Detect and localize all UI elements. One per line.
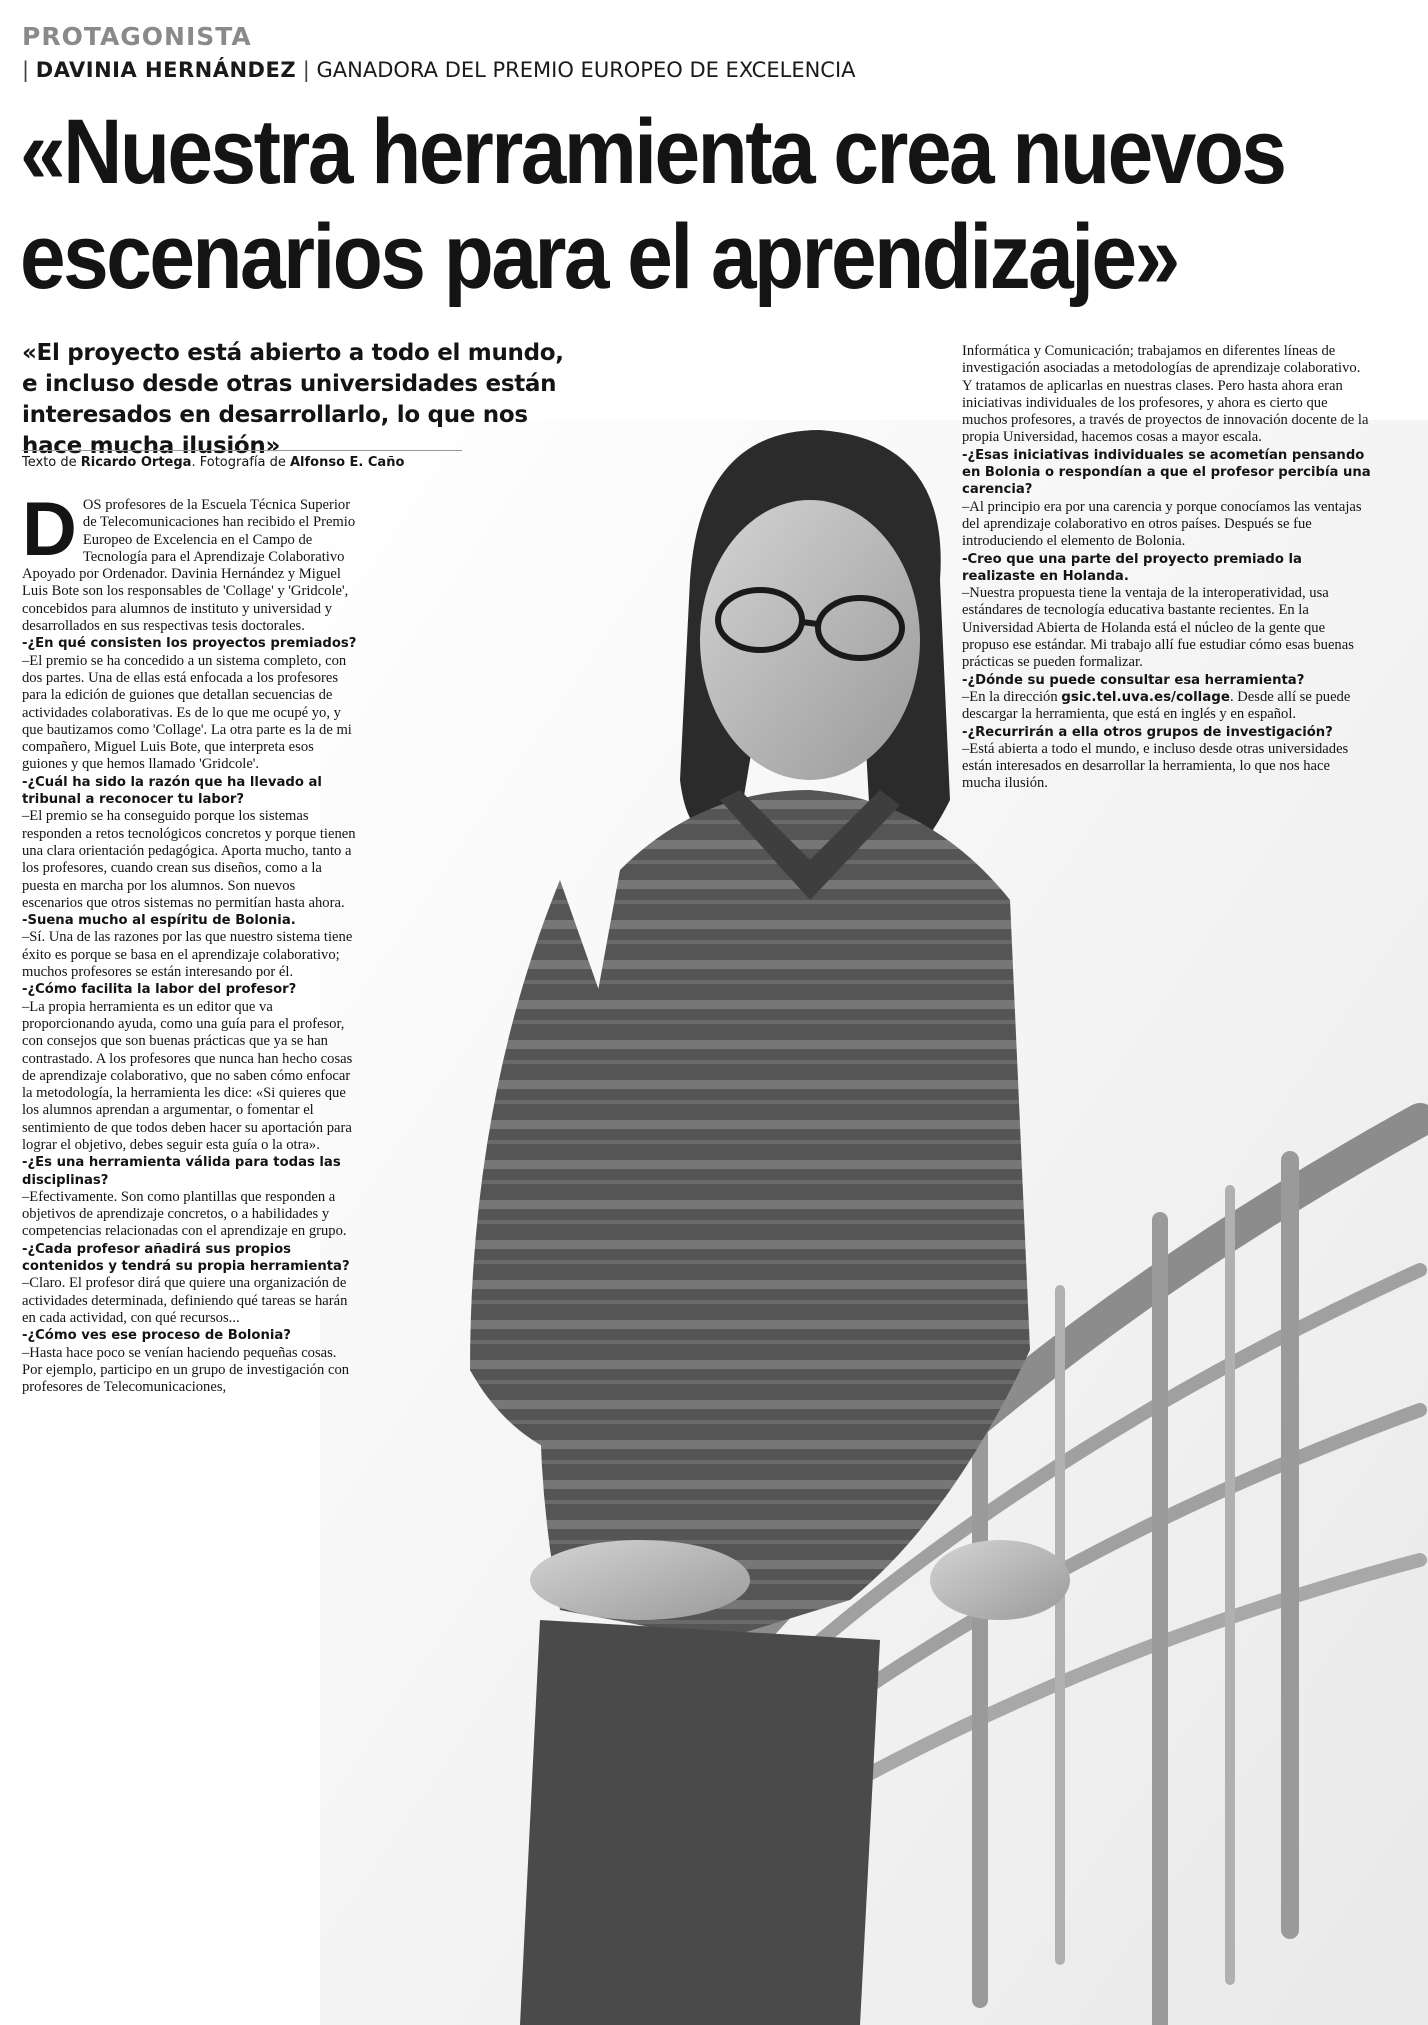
intro-text: OS profesores de la Escuela Técnica Superior de Telecomunicaciones han recibido el Premio Europeo de Excelencia en el Campo de Tecnología para el Aprendizaje Colaborativo Apoyado por Ordenador. Davinia Hernández y Miguel Luis Bote son los responsables de 'Collage' y 'Gridcole', concebidos para alumnos de instituto y universidad y desarrollados en sus respectivas tesis doctorales. <box>22 497 356 635</box>
interview-answer: –Hasta hace poco se venían haciendo pequeñas cosas. Por ejemplo, participo en un grupo de investigación con profesores de Telecomunicaciones, <box>22 1344 350 1396</box>
interview-answer: –El premio se ha concedido a un sistema completo, con dos partes. Una de ellas está enfocada a los profesores para la edición de guiones que detallan secuencias de actividades colaborativas. Es de lo que me ocupé yo, y que bautizamos como 'Collage'. La otra parte es la de mi compañero, Miguel Luis Bote, que interpreta esos guiones y que hemos llamado 'Gridcole'. <box>22 652 352 773</box>
article-intro <box>22 487 357 635</box>
credits-text-prefix: Texto de <box>22 455 81 470</box>
headline-line-1: «Nuestra herramienta crea nuevos <box>20 101 1285 204</box>
interview-answer: –Efectivamente. Son como plantillas que responden a objetivos de aprendizaje concretos, o a habilidades y competencias relacionadas con el aprendizaje en grupo. <box>22 1188 347 1240</box>
interview-question: -¿Es una herramienta válida para todas las disciplinas? <box>22 1155 341 1188</box>
article-column-1 <box>22 487 357 1396</box>
interviewee-byline <box>22 58 856 82</box>
jeans <box>520 1620 880 2025</box>
column-2-lead: Informática y Comunicación; trabajamos en diferentes líneas de investigación asociadas a metodologías de aprendizaje colaborativo. Y tratamos de aplicarlas en nuestras clases. Pero hasta ahora eran iniciativas individuales de los profesores, y ahora es cierto que muchos profesores, a través de proyectos de innovación docente de la propia Universidad, hacemos cosas a mayor escala. <box>962 343 1369 446</box>
credits-photo-prefix: . Fotografía de <box>191 455 290 470</box>
credits <box>22 450 462 470</box>
interview-answer: –Claro. El profesor dirá que quiere una organización de actividades determinada, definiendo qué tareas se harán en cada actividad, con qué recursos... <box>22 1275 348 1326</box>
section-tag: PROTAGONISTA <box>22 22 252 51</box>
interview-question: -Suena mucho al espíritu de Bolonia. <box>22 913 296 929</box>
interview-answer: –Está abierta a todo el mundo, e incluso desde otras universidades están interesados en desarrollar la herramienta, lo que nos hace mucha ilusión. <box>962 740 1349 792</box>
interview-answer: –Al principio era por una carencia y porque conocíamos las ventajas del aprendizaje colaborativo en otros países. Después se fue introduciendo el elemento de Bolonia. <box>962 498 1362 550</box>
interview-answer: –En la dirección gsic.tel.uva.es/collage. Desde allí se puede descargar la herramienta, que está en inglés y en español. <box>962 688 1351 723</box>
interview-question: -¿Cómo ves ese proceso de Bolonia? <box>22 1328 291 1344</box>
interview-question: -¿Recurrirán a ella otros grupos de investigación? <box>962 724 1333 740</box>
interviewee-name: DAVINIA HERNÁNDEZ <box>35 58 297 82</box>
interview-answer: –Sí. Una de las razones por las que nuestro sistema tiene éxito es porque se basa en el aprendizaje colaborativo; muchos profesores se están interesando por él. <box>22 929 353 981</box>
interview-question: -¿Cada profesor añadirá sus propios contenidos y tendrá su propia herramienta? <box>22 1241 350 1275</box>
interview-answer: –El premio se ha conseguido porque los sistemas responden a retos tecnológicos concretos y porque tienen una clara orientación pedagógica. Aporta mucho, tanto a los profesores, cuando crean sus diseños, como a la puesta en marcha por los alumnos. Son nuevos escenarios que otros sistemas no permitían hasta ahora. <box>22 808 356 911</box>
hands <box>530 1540 750 1620</box>
interview-question: -¿Cómo facilita la labor del profesor? <box>22 982 297 998</box>
interview-question: -¿Dónde su puede consultar esa herramienta? <box>962 672 1305 688</box>
dropcap: D <box>22 487 77 572</box>
qa-list <box>22 635 357 1396</box>
interview-question: -Creo que una parte del proyecto premiado la realizaste en Holanda. <box>962 551 1302 584</box>
pipe-separator: | <box>302 58 310 82</box>
author: Ricardo Ortega <box>80 455 192 470</box>
interview-question: -¿Cuál ha sido la razón que ha llevado al tribunal a reconocer tu labor? <box>22 774 322 808</box>
pipe-separator: | <box>22 58 30 82</box>
photographer: Alfonso E. Caño <box>289 455 405 470</box>
headline-line-2: escenarios para el aprendizaje» <box>20 206 1178 309</box>
interview-answer: –La propia herramienta es un editor que va proporcionando ayuda, como una guía para el profesor, con consejos que son buenas prácticas que ya se han contrastado. A los profesores que nunca han hecho cosas de aprendizaje colaborativo, que no saben cómo enfocar la metodología, la herramienta les dice: «Si quieres que los alumnos aprendan a argumentar, o fomentar el sentimiento de que todos deben hacer su aportación para lograr el objetivo, debes seguir esta guía o la otra». <box>22 998 353 1153</box>
interviewee-role: GANADORA DEL PREMIO EUROPEO DE EXCELENCIA <box>316 58 856 82</box>
headline <box>20 100 1410 311</box>
interview-question: -¿En qué consisten los proyectos premiados? <box>22 636 357 652</box>
article-column-2 <box>962 343 1372 793</box>
standfirst: «El proyecto está abierto a todo el mundo, e incluso desde otras universidades están interesados en desarrollarlo, lo que nos hace mucha ilusión» <box>22 340 564 459</box>
interview-answer: –Nuestra propuesta tiene la ventaja de la interoperatividad, usa estándares de tecnología educativa bastante recientes. En la Universidad Abierta de Holanda está el núcleo de la gente que propuso ese estándar. Mi trabajo allí fue estudiar cómo esas buenas prácticas se pueden formalizar. <box>962 585 1354 671</box>
interview-question: -¿Esas iniciativas individuales se acometían pensando en Bolonia o respondían a que el profesor percibía una carencia? <box>962 447 1371 498</box>
qa-list <box>962 447 1372 793</box>
collage-url: gsic.tel.uva.es/collage <box>1061 689 1230 705</box>
